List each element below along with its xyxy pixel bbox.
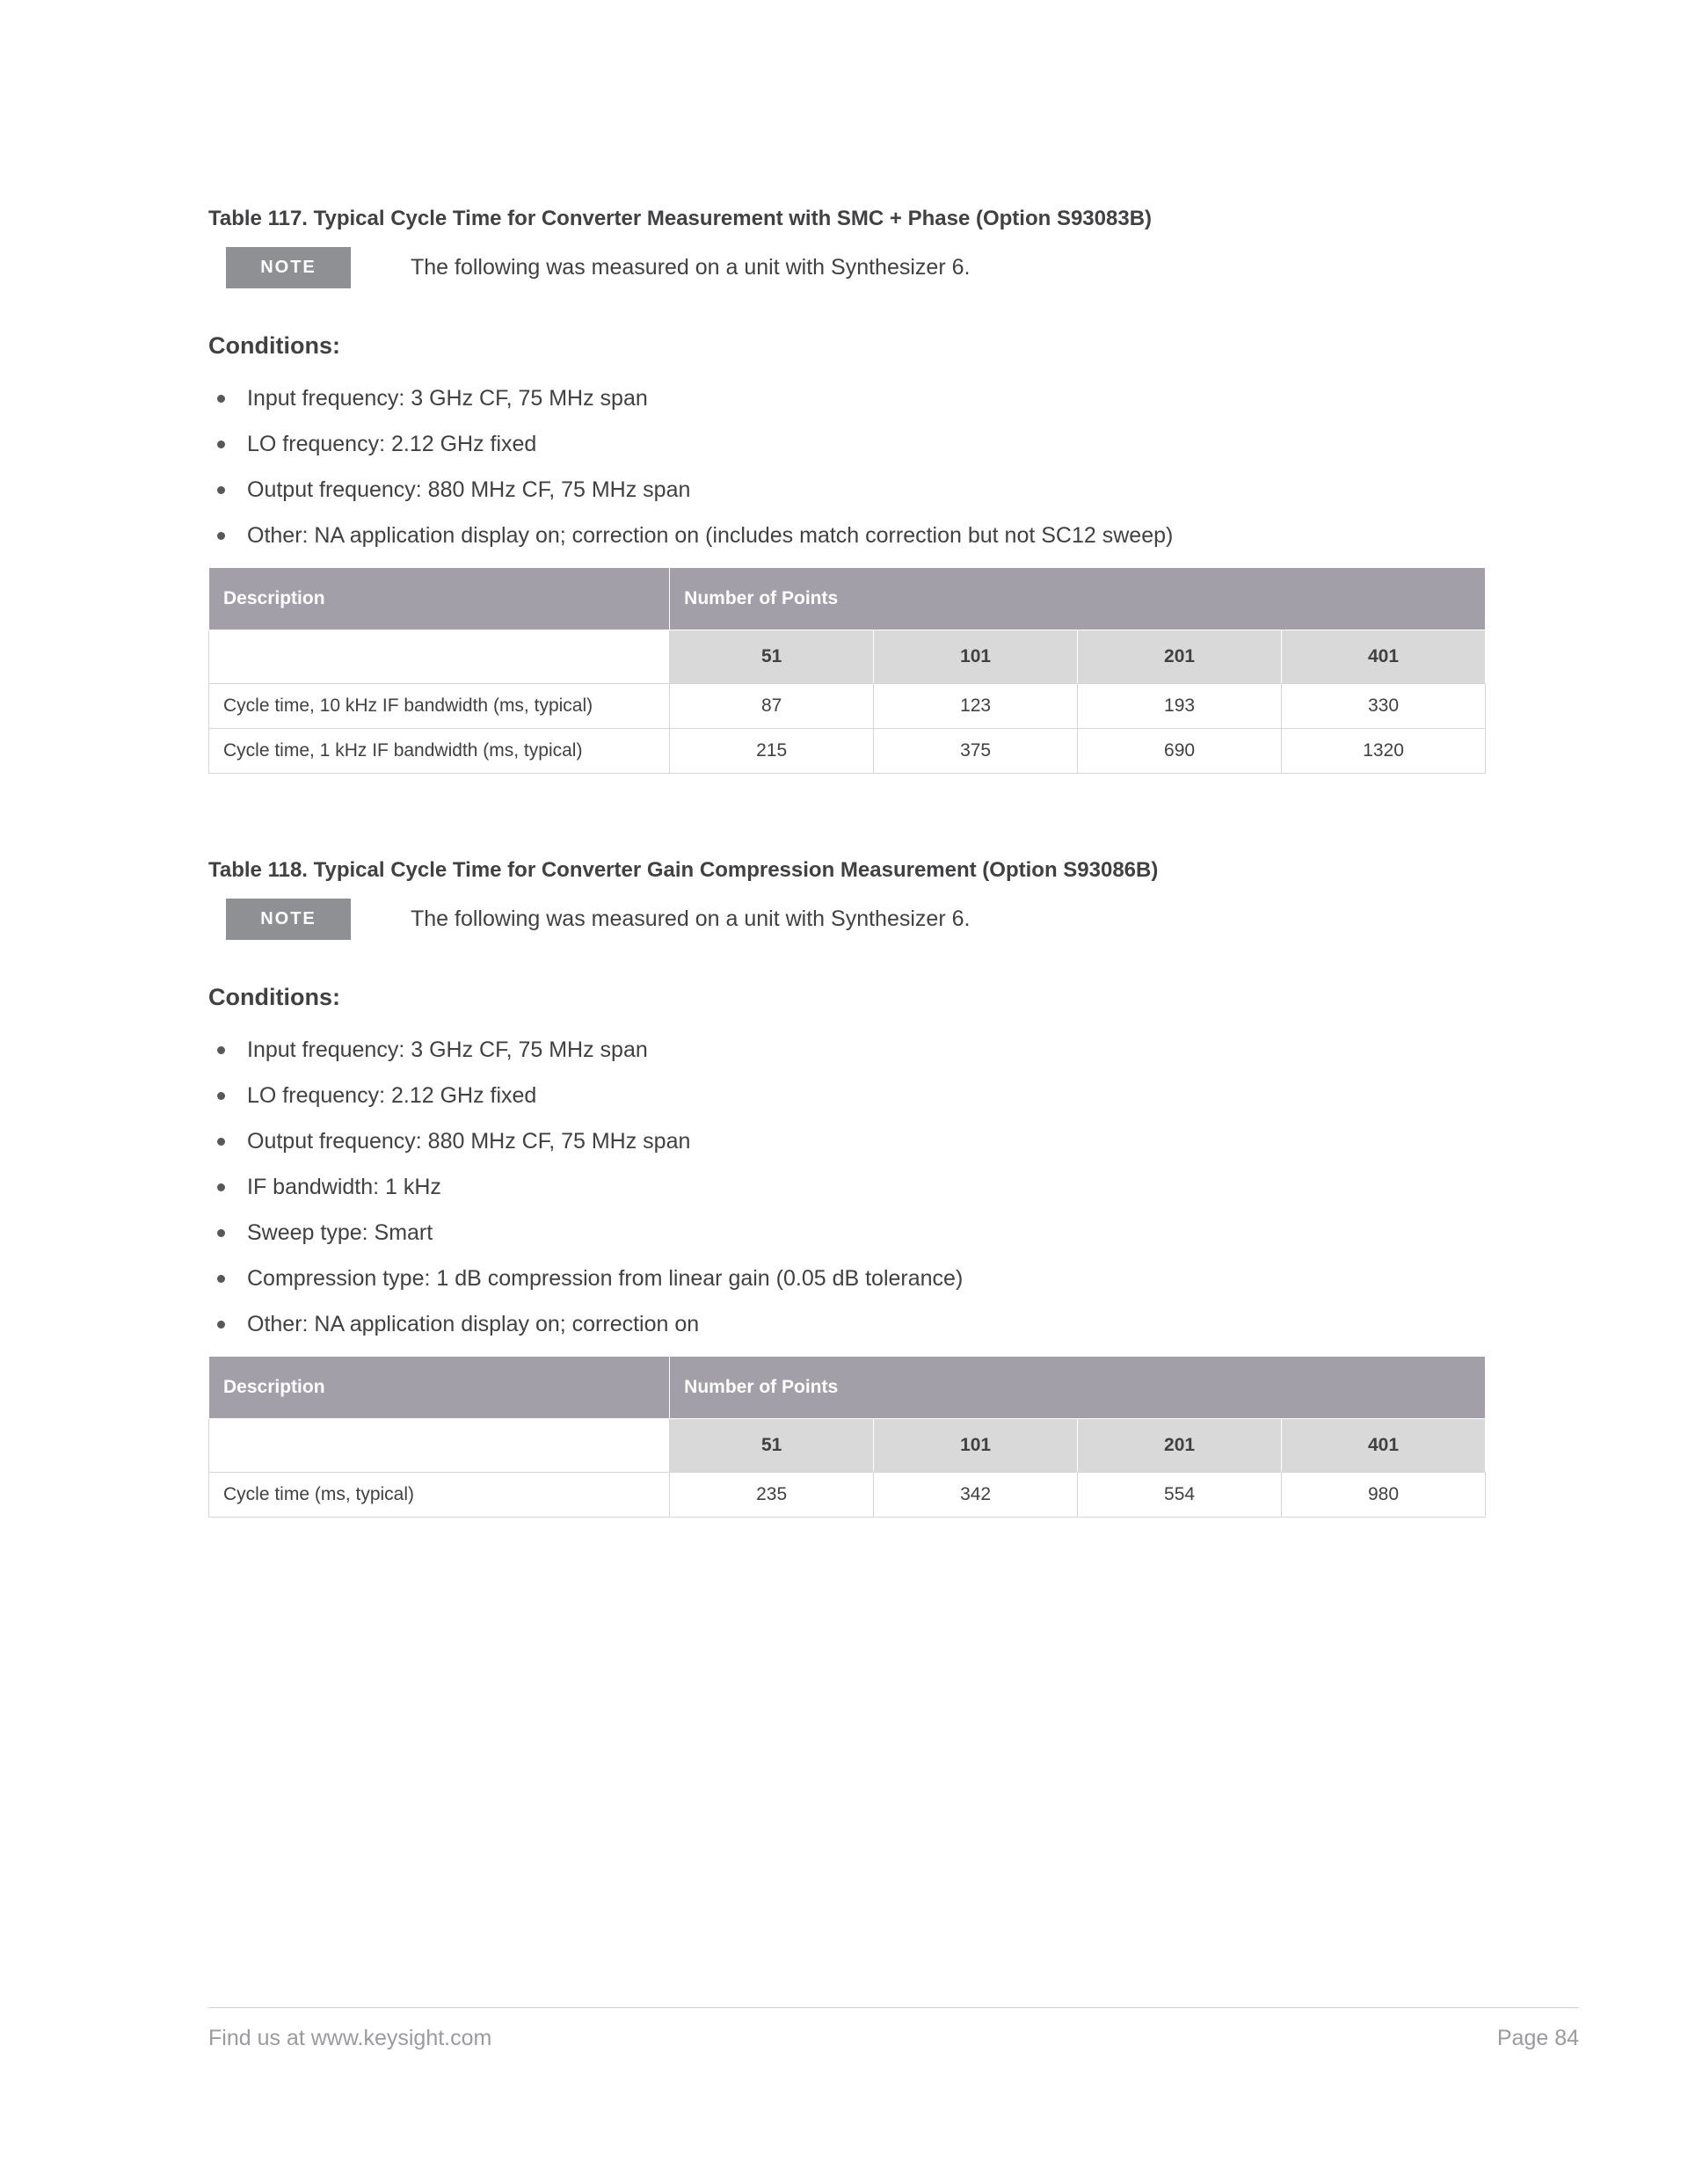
note-callout [226,899,1486,940]
conditions-list [208,384,1255,550]
point-column-header: 51 [670,630,874,684]
description-header: Description [209,568,670,630]
table-header-row [209,568,1486,630]
conditions-heading: Conditions: [208,984,340,1010]
section-table-118 [208,857,1486,1518]
note-text: The following was measured on a unit with Synthesizer 6. [411,255,971,280]
point-column-header: 101 [874,1419,1078,1473]
table-subheader-row [209,1419,1486,1473]
cell-value: 1320 [1282,729,1486,774]
cell-value: 342 [874,1473,1078,1518]
points-header: Number of Points [670,568,1486,630]
points-header: Number of Points [670,1357,1486,1419]
cell-value: 554 [1078,1473,1282,1518]
footer-link[interactable]: Find us at www.keysight.com [208,2026,492,2050]
condition-item: Input frequency: 3 GHz CF, 75 MHz span [208,1036,1255,1065]
cell-value: 330 [1282,684,1486,729]
condition-item: Sweep type: Smart [208,1219,1255,1248]
point-column-header: 201 [1078,630,1282,684]
point-column-header: 401 [1282,1419,1486,1473]
conditions-list [208,1036,1255,1339]
condition-item: IF bandwidth: 1 kHz [208,1173,1255,1202]
point-column-header: 401 [1282,630,1486,684]
note-badge: NOTE [226,899,351,940]
point-column-header: 201 [1078,1419,1282,1473]
section-table-117 [208,206,1486,774]
condition-item: Other: NA application display on; correction on (includes match correction but not SC12 sweep) [208,521,1255,550]
conditions-heading: Conditions: [208,332,340,359]
note-badge: NOTE [226,247,351,288]
condition-item: Other: NA application display on; correction on [208,1310,1255,1339]
note-callout [226,247,1486,288]
cycle-time-table-118 [208,1356,1486,1518]
point-column-header: 51 [670,1419,874,1473]
table-subheader-row [209,630,1486,684]
cell-value: 690 [1078,729,1282,774]
blank-cell [209,630,670,684]
condition-item: LO frequency: 2.12 GHz fixed [208,1081,1255,1110]
row-label: Cycle time (ms, typical) [209,1473,670,1518]
table-row [209,729,1486,774]
description-header: Description [209,1357,670,1419]
condition-item: Compression type: 1 dB compression from linear gain (0.05 dB tolerance) [208,1264,1255,1293]
cell-value: 980 [1282,1473,1486,1518]
condition-item: Output frequency: 880 MHz CF, 75 MHz span [208,1127,1255,1156]
cell-value: 123 [874,684,1078,729]
page-footer [208,2007,1579,2051]
condition-item: Input frequency: 3 GHz CF, 75 MHz span [208,384,1255,413]
table-header-row [209,1357,1486,1419]
cell-value: 193 [1078,684,1282,729]
row-label: Cycle time, 10 kHz IF bandwidth (ms, typical) [209,684,670,729]
cell-value: 215 [670,729,874,774]
cycle-time-table-117 [208,567,1486,774]
cell-value: 87 [670,684,874,729]
table-117-title: Table 117. Typical Cycle Time for Converter Measurement with SMC + Phase (Option S93083B) [208,207,1153,230]
table-118-title: Table 118. Typical Cycle Time for Converter Gain Compression Measurement (Option S93086B) [208,858,1159,882]
page-number: Page 84 [1496,2026,1579,2050]
table-row [209,684,1486,729]
blank-cell [209,1419,670,1473]
condition-item: Output frequency: 880 MHz CF, 75 MHz span [208,476,1255,505]
cell-value: 375 [874,729,1078,774]
condition-item: LO frequency: 2.12 GHz fixed [208,430,1255,459]
note-text: The following was measured on a unit with Synthesizer 6. [411,906,971,931]
document-content [208,0,1486,1601]
cell-value: 235 [670,1473,874,1518]
table-row [209,1473,1486,1518]
row-label: Cycle time, 1 kHz IF bandwidth (ms, typical) [209,729,670,774]
point-column-header: 101 [874,630,1078,684]
